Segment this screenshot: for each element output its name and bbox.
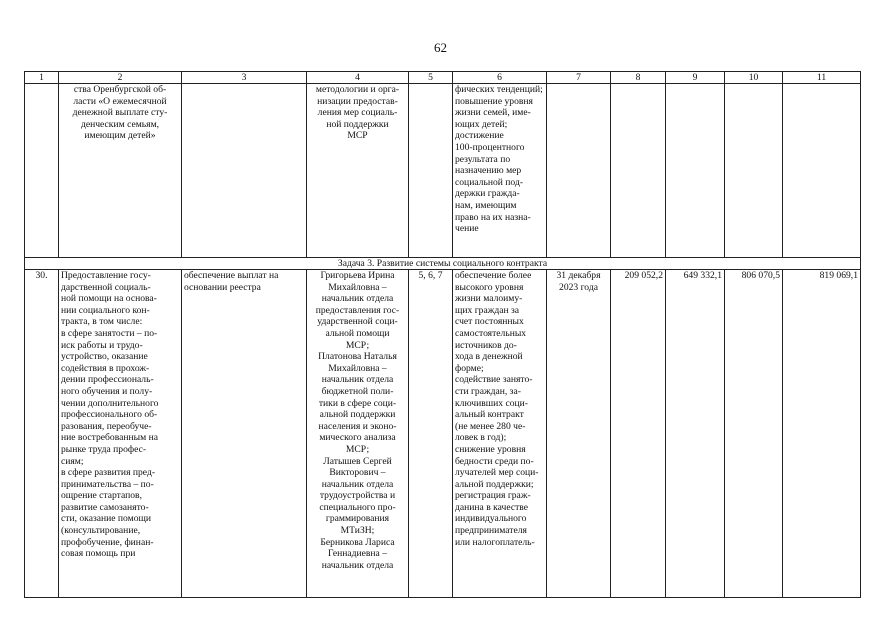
cell-amount: 819 069,1 [783,270,861,598]
column-number: 11 [783,72,861,84]
cell-amount: 649 332,1 [666,270,725,598]
cell-number: 30. [25,270,59,598]
column-number: 8 [611,72,666,84]
cell-responsible: методологии и орга- низации предостав- ления мер социаль- ной поддержки МСР [307,84,409,258]
cell-indicator-link: 5, 6, 7 [409,270,453,598]
column-number-row [25,72,861,84]
cell-amount [783,84,861,258]
cell-measure-name: ства Оренбургской об- ласти «О ежемесячной денежной выплате сту- денческим семьям, имеющим детей» [59,84,182,258]
table-row-30 [25,270,861,598]
cell-amount [725,84,783,258]
task-heading-row [25,258,861,270]
column-number: 1 [25,72,59,84]
cell-number [25,84,59,258]
cell-indicator-link [409,84,453,258]
cell-deadline [547,84,611,258]
cell-amount: 209 052,2 [611,270,666,598]
table-row-continuation [25,84,861,258]
cell-amount: 806 070,5 [725,270,783,598]
cell-mechanism: обеспечение выплат на основании реестра [182,270,307,598]
column-number: 7 [547,72,611,84]
column-number: 6 [453,72,547,84]
column-number: 3 [182,72,307,84]
cell-expected-result: обеспечение более высокого уровня жизни малоиму- щих граждан за счет постоянных самостоятельных источников до- хода в денежной форме; содействие занято- сти граждан, за- ключивших соци- альный контракт (не менее 280 че- ловек в год); снижение уровня бедности среди по- лучателей мер соци- альной поддержки; регистрация граж- данина в качестве индивидуального предпринимателя или налогоплатель- [453,270,547,598]
cell-mechanism [182,84,307,258]
cell-expected-result: фических тенденций; повышение уровня жизни семей, име- ющих детей; достижение 100-процентного результата по назначению мер социальной под- держки гражда- нам, имеющим право на их назна- чение [453,84,547,258]
cell-measure-name: Предоставление госу- дарственной социаль- ной помощи на основа- нии социального кон- тракта, в том числе: в сфере занятости – по- иск работы и трудо- устройство, оказание содействия в прохож- дении профессиональ- ного обучения и полу- чении дополнительного профессионального об- разования, переобуче- ние востребованным на рынке труда профес- сиям; в сфере развития пред- принимательства – по- ощрение стартапов, развитие самозанято- сти, оказание помощи (консультирование, профобучение, финан- совая помощь при [59,270,182,598]
column-number: 10 [725,72,783,84]
task-heading: Задача 3. Развитие системы социального контракта [25,258,861,270]
column-number: 5 [409,72,453,84]
column-number: 2 [59,72,182,84]
column-number: 9 [666,72,725,84]
page-number: 62 [434,40,447,55]
cell-deadline: 31 декабря 2023 года [547,270,611,598]
cell-amount [666,84,725,258]
cell-responsible: Григорьева Ирина Михайловна – начальник отдела предоставления гос- ударственной соци- альной помощи МСР; Платонова Наталья Михайловна – начальник отдела бюджетной поли- тики в сфере соци- альной поддержки населения и эконо- мического анализа МСР; Латышев Сергей Викторович – начальник отдела трудоустройства и специального про- граммирования МТиЗН; Берникова Лариса Геннадиевна – начальник отдела [307,270,409,598]
column-number: 4 [307,72,409,84]
cell-amount [611,84,666,258]
program-table [24,71,861,598]
